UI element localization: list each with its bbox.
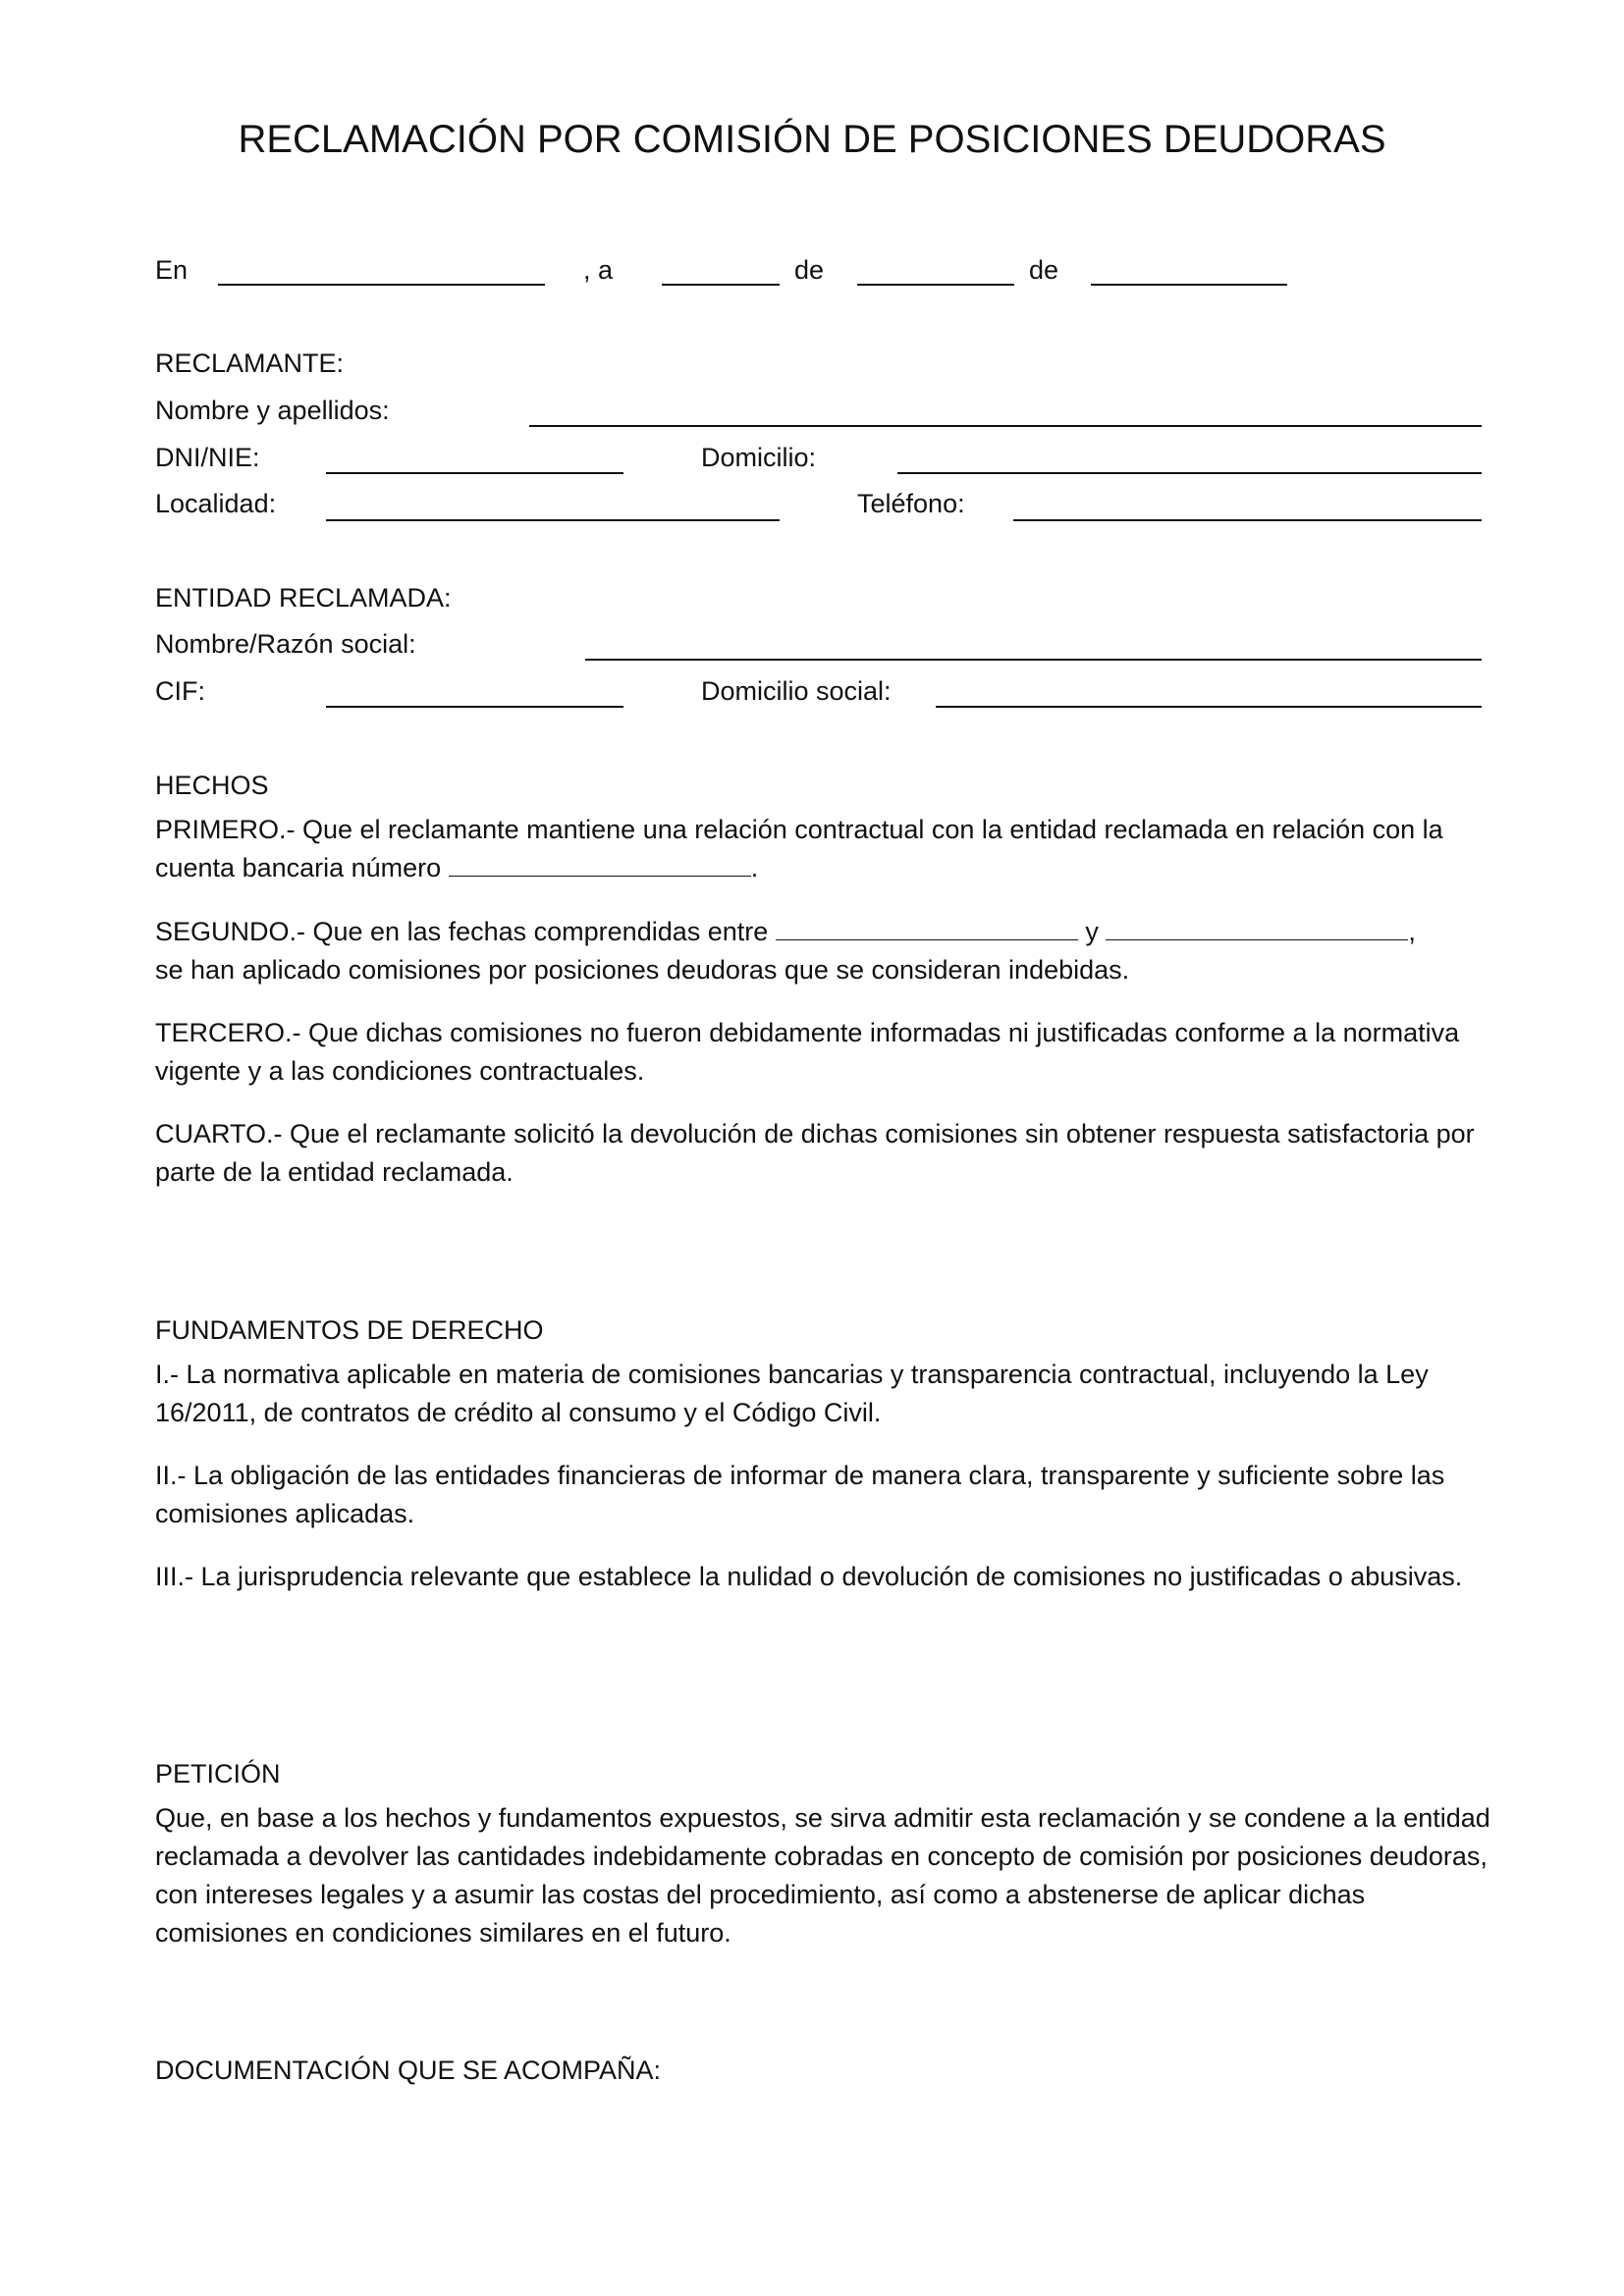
hechos-tercero: TERCERO.- Que dichas comisiones no fueron debidamente informadas ni justificadas conforme a la normativa vigente y a las condiciones contractuales.: [155, 1018, 1460, 1086]
fundamentos-iii: III.- La jurisprudencia relevante que establece la nulidad o devolución de comisiones no justificadas o abusivas.: [155, 1562, 1463, 1591]
date-en-label: En: [155, 255, 189, 285]
hechos-segundo-cont: se han aplicado comisiones por posiciones deudoras que se consideran indebidas.: [155, 955, 1130, 985]
day-field[interactable]: [662, 284, 780, 286]
hechos-primero: [155, 811, 1490, 887]
hechos-heading: HECHOS: [155, 771, 269, 800]
fecha-fin-field[interactable]: [1106, 918, 1408, 940]
hechos-segundo-text: SEGUNDO.- Que en las fechas comprendidas entre: [155, 917, 769, 946]
peticion-text: Que, en base a los hechos y fundamentos expuestos, se sirva admitir esta reclamación y se condene a la entidad reclamada a devolver las cantidades indebidamente cobradas en concepto de comisión por posiciones deudoras, con intereses legales y a asumir las costas del procedimiento, así como a abstenerse de aplicar dichas comisiones en condiciones similares en el futuro.: [155, 1803, 1490, 1948]
reclamante-domicilio-field[interactable]: [897, 472, 1482, 474]
fundamentos-ii: II.- La obligación de las entidades financieras de informar de manera clara, transparente y suficiente sobre las comisiones aplicadas.: [155, 1461, 1445, 1528]
reclamante-nombre-label: Nombre y apellidos:: [155, 396, 390, 425]
hechos-segundo-y: y: [1085, 917, 1099, 946]
date-a-label: , a: [583, 255, 614, 285]
reclamante-localidad-field[interactable]: [326, 519, 780, 521]
documentacion-heading: DOCUMENTACIÓN QUE SE ACOMPAÑA:: [155, 2056, 662, 2085]
hechos-primero-end: .: [750, 853, 759, 882]
entidad-nombre-field[interactable]: [585, 659, 1482, 661]
date-de-label-2: de: [1029, 255, 1059, 285]
fundamentos-i: I.- La normativa aplicable en materia de comisiones bancarias y transparencia contractual, incluyendo la Ley 16/2011, de contratos de crédito al consumo y el Código Civil.: [155, 1360, 1429, 1427]
hechos-primero-text: PRIMERO.- Que el reclamante mantiene una relación contractual con la entidad reclamada en relación con la cuenta bancaria número: [155, 815, 1443, 882]
reclamante-heading: RECLAMANTE:: [155, 348, 345, 378]
hechos-segundo: [155, 913, 1490, 989]
entidad-cif-label: CIF:: [155, 676, 205, 706]
entidad-cif-field[interactable]: [326, 706, 623, 708]
document-title: RECLAMACIÓN POR COMISIÓN DE POSICIONES DEUDORAS: [238, 118, 1386, 161]
reclamante-dni-field[interactable]: [326, 472, 623, 474]
entidad-nombre-label: Nombre/Razón social:: [155, 629, 416, 659]
year-field[interactable]: [1091, 284, 1287, 286]
reclamante-nombre-field[interactable]: [529, 425, 1482, 427]
cuenta-numero-field[interactable]: [449, 854, 751, 877]
reclamante-telefono-label: Teléfono:: [857, 489, 965, 518]
reclamante-telefono-field[interactable]: [1013, 519, 1482, 521]
peticion-heading: PETICIÓN: [155, 1759, 281, 1789]
reclamante-localidad-label: Localidad:: [155, 489, 277, 518]
hechos-segundo-comma: ,: [1408, 917, 1416, 946]
fundamentos-heading: FUNDAMENTOS DE DERECHO: [155, 1315, 544, 1345]
reclamante-dni-label: DNI/NIE:: [155, 443, 260, 472]
date-de-label-1: de: [794, 255, 825, 285]
entidad-heading: ENTIDAD RECLAMADA:: [155, 583, 452, 613]
entidad-domicilio-label: Domicilio social:: [701, 676, 892, 706]
fecha-inicio-field[interactable]: [776, 918, 1078, 940]
entidad-domicilio-field[interactable]: [936, 706, 1482, 708]
reclamante-domicilio-label: Domicilio:: [701, 443, 817, 472]
hechos-cuarto: CUARTO.- Que el reclamante solicitó la devolución de dichas comisiones sin obtener respuesta satisfactoria por parte de la entidad reclamada.: [155, 1119, 1475, 1187]
month-field[interactable]: [857, 284, 1014, 286]
place-field[interactable]: [218, 284, 545, 286]
